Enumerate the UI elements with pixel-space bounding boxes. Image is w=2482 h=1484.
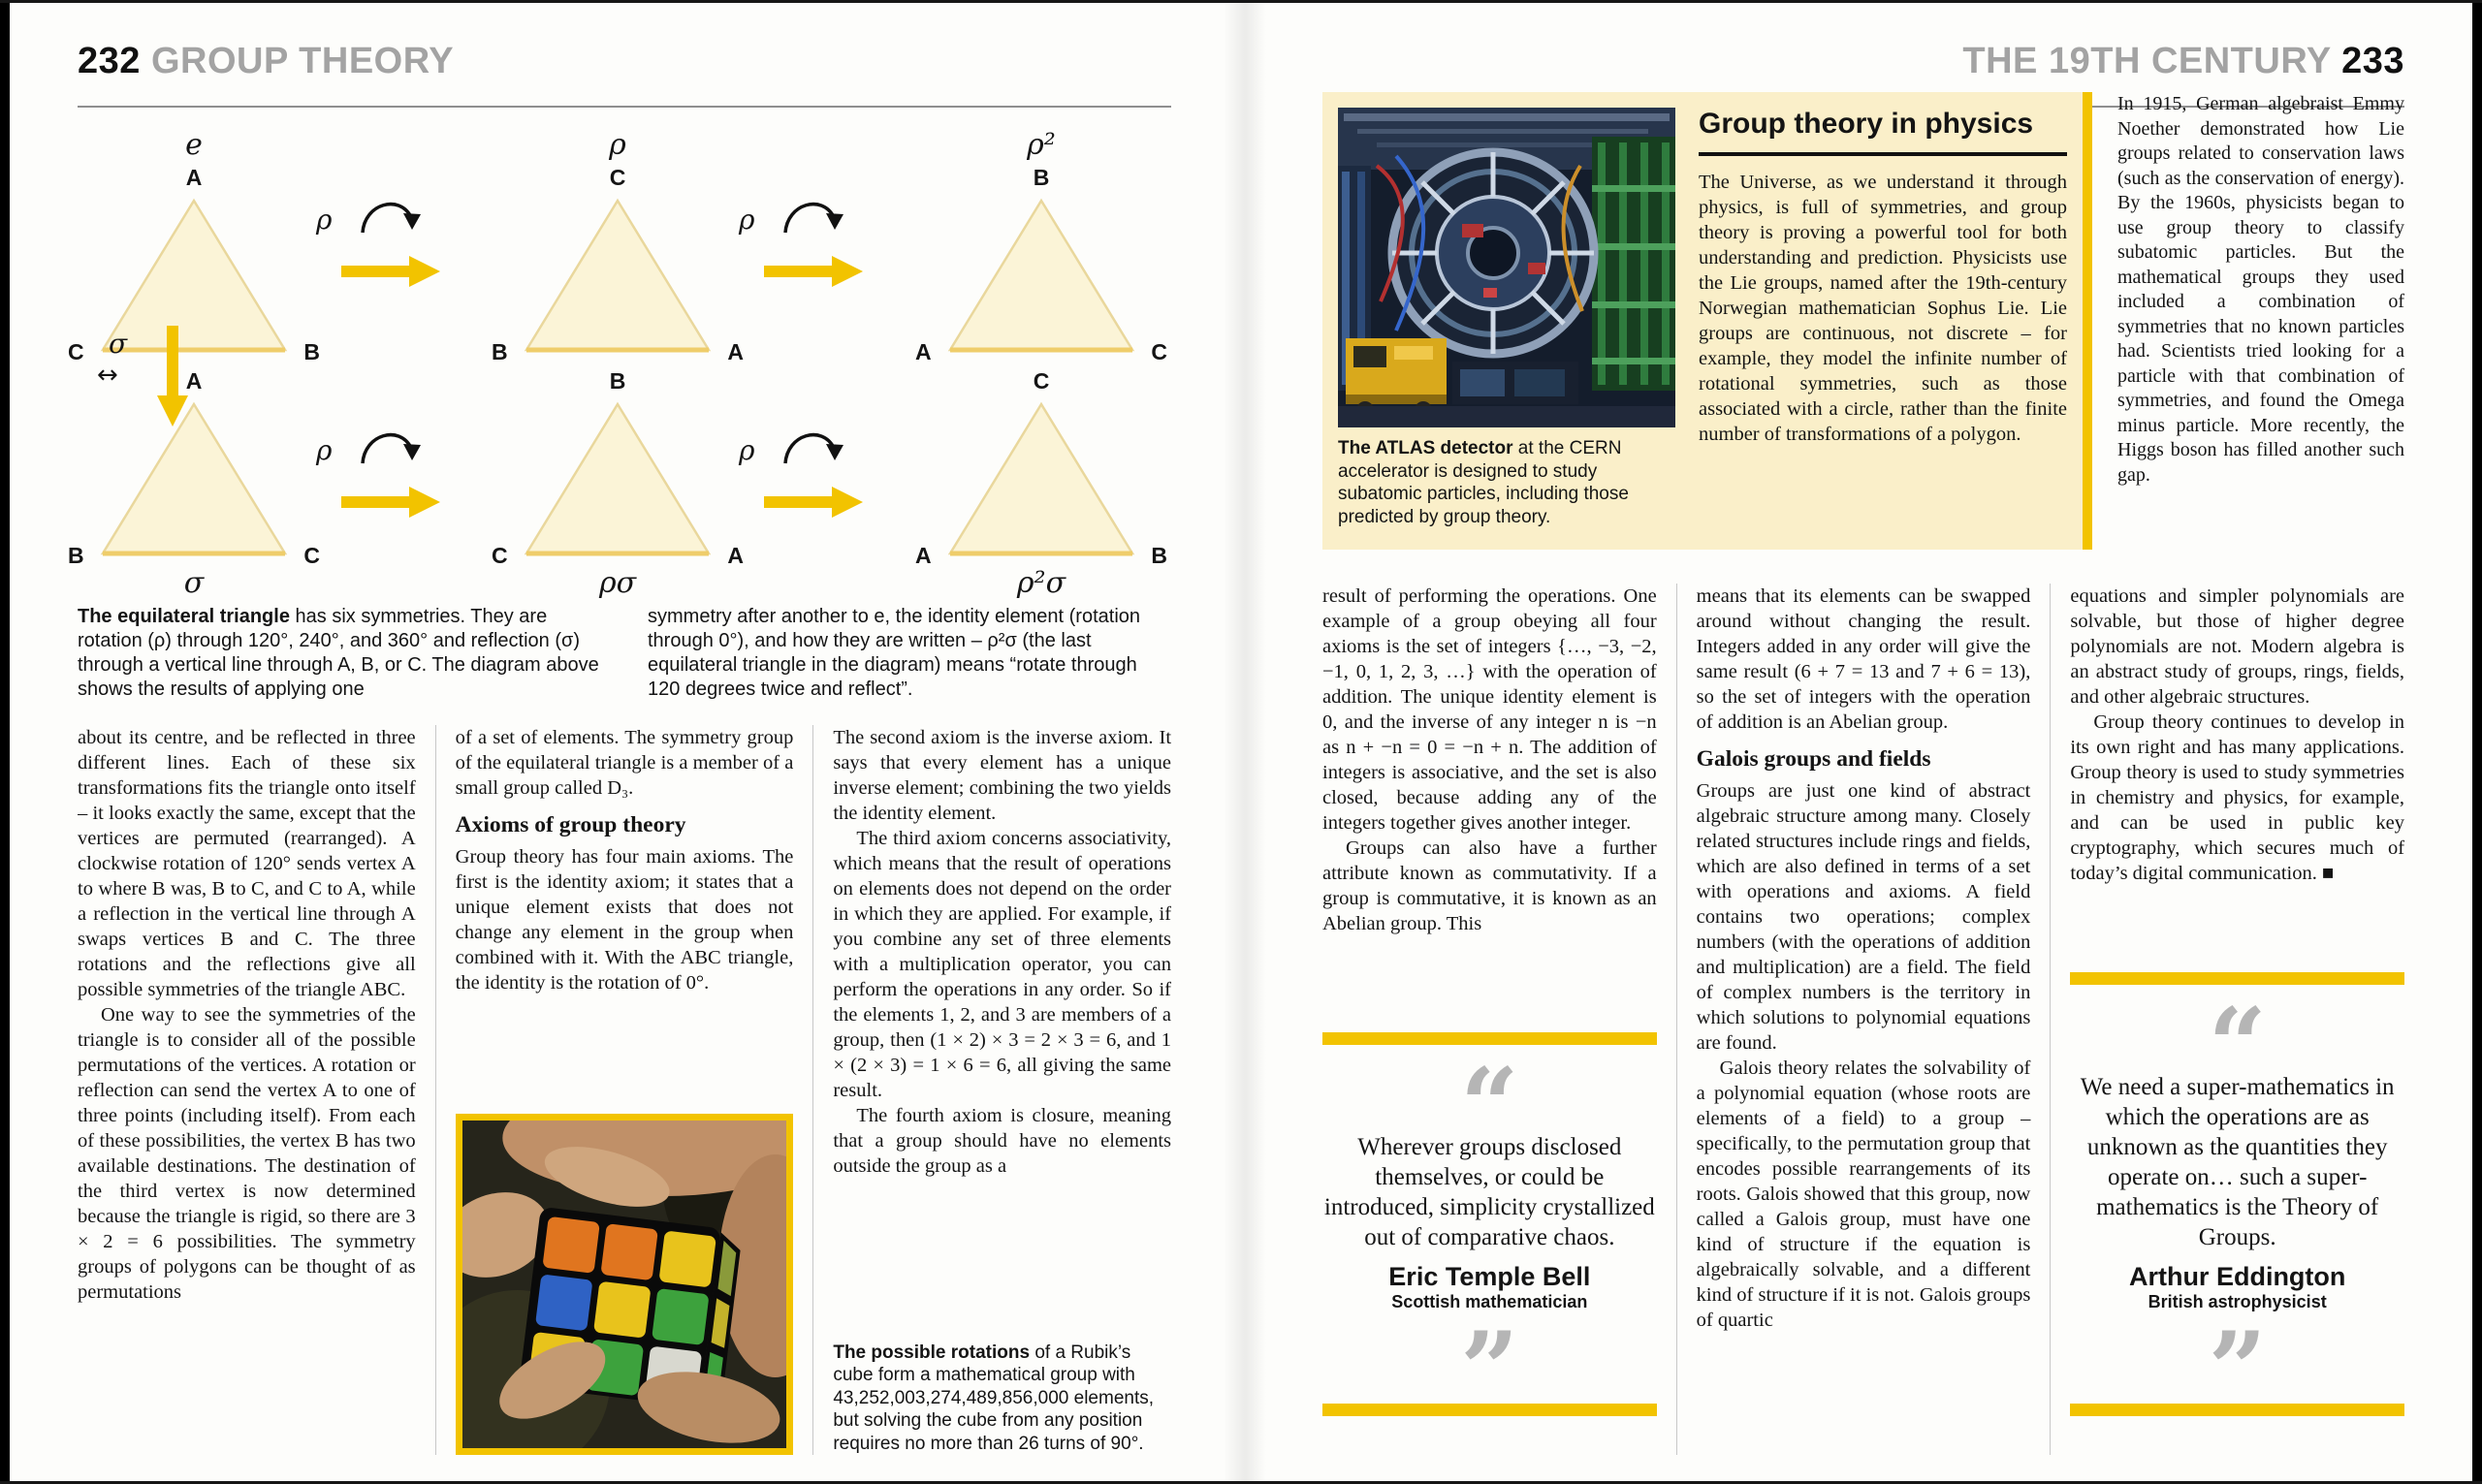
caption-lead: The equilateral triangle (78, 606, 290, 627)
vertex-label: A (727, 339, 744, 364)
triangle-outline (97, 397, 291, 560)
triangle-label: e (185, 128, 203, 162)
page-number-right: 233 (2341, 41, 2404, 81)
quote-bar-top (1322, 1032, 1657, 1045)
triangle-sigma (68, 368, 320, 601)
body-paragraph: One way to see the symmetries of the triangle is to consider all of the possible permutations of the vertices. A rotation or reflection can send the vertex A to one of three points (including itself). From each of these possibilities, the vertex B has two available destinations. The destination of the third vertex is now determined because the triangle is rigid, so there are 3 × 2 = 6 possibilities. The symmetry groups of polygons can be thought of as permutations (78, 1004, 416, 1303)
caption-lead: The ATLAS detector (1338, 438, 1513, 458)
vertex-label: C (303, 543, 320, 568)
rotation-arrow (733, 188, 898, 306)
vertex-label: B (1033, 165, 1050, 190)
subhead-galois: Galois groups and fields (1696, 746, 1931, 772)
rho-label: ρ (739, 434, 755, 466)
vertex-label: A (727, 543, 744, 568)
body-paragraph: result of performing the operations. One example of a group obeying all four axioms is the set of integers {…, −3, −2, −1, 0, 1, 2, 3, …} with the operation of addition. The unique identity element is 0, and the inverse of any integer n is −n as n + −n = 0 = −n + n. The addition of integers is associative, and the set is also closed, because adding any of the integers together gives another integer. (1322, 585, 1657, 834)
curved-rotation-icon (353, 188, 425, 242)
physics-box-title: Group theory in physics (1699, 108, 2067, 156)
caption-text: at the CERN accelerator is designed to study subatomic particles, including those predicted by group theory. (1338, 438, 1629, 527)
physics-box-body: The Universe, as we understand it through physics, is full of symmetries, and group theory is proving a powerful tool for both understanding and prediction. Physicists use the Lie groups, named after the 19th-century Norwegian mathematician Sophus Lie. Lie groups are continuous, not discrete – for example, they model the infinite number of rotational symmetries, such as those associated with a circle, rather than the finite number of transformations of a polygon. (1699, 172, 2067, 445)
diagram-caption (78, 605, 1171, 702)
body-paragraph: means that its elements can be swapped around without changing the result. Integers added in any order will give the same result (6 + 7 = 13 and 7 + 6 = 13), so the set of integers with the operation of addition is an Abelian group. (1696, 585, 2031, 733)
triangle-rho (492, 128, 744, 364)
physics-box-main-column (1699, 108, 2067, 534)
reflect-icon: ↔ (97, 361, 118, 390)
body-paragraph: The third axiom concerns associativity, which means that the result of operations on elements does not depend on the order in which they are applied. For example, if you combine any set of three elements with a multiplication operator, you can perform the operations in any order. So if the elements 1, 2, and 3 are members of a group, then (1 × 2) × 3 = 2 × 3 = 6, and 1 × (2 × 3) = 1 × 6 = 6, all giving the same result. (833, 828, 1172, 1101)
left-column-1 (78, 725, 435, 1455)
caption-lead: The possible rotations (833, 1342, 1031, 1363)
quote-block-bell (1322, 1032, 1657, 1416)
quote-author: Arthur Eddington (2128, 1262, 2346, 1291)
yellow-arrow-icon (760, 483, 867, 521)
vertex-label: B (609, 368, 626, 394)
triangle-outline (944, 397, 1138, 560)
triangle-label: ρ (609, 128, 626, 162)
right-page-columns (1322, 584, 2404, 1455)
triangle-shape (915, 397, 1167, 568)
vertex-label: A (915, 339, 932, 364)
physics-sidebar (1322, 92, 2404, 550)
triangle-label: ρ²σ (1016, 566, 1066, 600)
right-column-2 (1676, 584, 2051, 1455)
rotation-arrow (733, 419, 898, 537)
atlas-photo-caption (1338, 437, 1675, 528)
triangle-symmetry-diagram (68, 128, 1171, 601)
close-quote-icon: ” (2208, 1318, 2267, 1392)
atlas-detector-photo (1338, 108, 1675, 427)
body-paragraph: equations and simpler polynomials are solvable, but those of higher degree polynomials are not. Modern algebra is an abstract study of groups, rings, fields, and other algebraic structures. (2070, 585, 2405, 708)
yellow-arrow-icon (337, 252, 444, 291)
subhead-axioms: Axioms of group theory (455, 812, 686, 837)
physics-box (1322, 92, 2092, 550)
quote-block-eddington (2070, 972, 2404, 1416)
rho-label: ρ (316, 434, 333, 466)
vertex-label: C (609, 165, 626, 190)
body-paragraph: Groups are just one kind of abstract algebraic structure among many. Closely related structures include rings and fields, which are also defined in terms of a set with operations and axioms. A field contains two operations; complex numbers (with the operations of addition and multiplication) are a field. The field of complex numbers is the territory in which solutions to polynomial equations are found. (1696, 780, 2031, 1054)
book-edge-right (2472, 0, 2482, 1484)
vertex-label: C (492, 543, 508, 568)
quote-text: We need a super-mathematics in which the operations are as unknown as the quantities they operate on… such a super-mathematics is the Theory of Groups. (2080, 1074, 2395, 1250)
vertex-label: B (68, 543, 84, 568)
atlas-detector-photo-image (1338, 108, 1675, 427)
quote-author-role: Scottish mathematician (1391, 1292, 1588, 1311)
body-paragraph: Group theory continues to develop in its own right and has many applications. Group theory is used to study symmetries in chemistry and physics, for example, and can be used in public key cryptography, which secures much of today’s digital communication. ■ (2070, 711, 2405, 884)
vertex-label: A (185, 165, 203, 190)
left-page-header (78, 41, 1171, 108)
triangle-shape (68, 397, 320, 568)
triangle-shape (492, 397, 744, 568)
rubiks-cube-photo-image (462, 1121, 787, 1448)
triangle-outline (944, 194, 1138, 357)
vertex-label: C (1033, 368, 1050, 394)
vertex-label: B (1151, 543, 1167, 568)
body-paragraph: The second axiom is the inverse axiom. It says that every element has a unique inverse element; combining the two yields the identity element. (833, 727, 1172, 824)
right-column-3 (2050, 584, 2404, 1455)
vertex-label: B (492, 339, 508, 364)
triangle-label: σ (183, 566, 205, 600)
diagram-caption-right: symmetry after another to e, the identity element (rotation through 0°), and how they are written – ρ²σ (the last equilateral triangle in the diagram) means “rotate through 120 degrees twice and reflect”. (648, 606, 1141, 700)
book-edge-top (0, 0, 2482, 3)
vertex-label: C (68, 339, 84, 364)
body-paragraph: of a set of elements. The symmetry group of the equilateral triangle is a member of a small group called D₃. (455, 727, 794, 799)
atlas-photo-column (1338, 108, 1675, 534)
quote-author: Eric Temple Bell (1388, 1262, 1591, 1291)
body-paragraph: Groups can also have a further attribute known as commutativity. If a group is commutative, it is known as an Abelian group. This (1322, 837, 1657, 934)
book-edge-left (0, 0, 10, 1484)
rho-label: ρ (739, 204, 755, 236)
sigma-label: σ (109, 328, 128, 360)
rubiks-cube-caption (833, 1328, 1171, 1456)
vertex-label: B (303, 339, 320, 364)
curved-rotation-icon (353, 419, 425, 473)
right-column-1 (1322, 584, 1676, 1455)
vertex-label: A (185, 368, 203, 394)
quote-author-role: British astrophysicist (2148, 1292, 2327, 1311)
section-title-left: GROUP THEORY (150, 41, 455, 81)
close-quote-icon: ” (1460, 1318, 1519, 1392)
triangle-rho2-sigma (915, 368, 1167, 601)
rotation-arrow (310, 419, 475, 537)
triangle-label: ρσ (598, 566, 637, 600)
triangle-shape (915, 194, 1167, 364)
caption-text: of a Rubik’s cube form a mathematical group with 43,252,003,274,489,856,000 elements, but solving the cube from any position requires no more than 26 turns of 90°. (833, 1342, 1155, 1454)
left-column-3 (812, 725, 1171, 1455)
triangle-rho2 (915, 128, 1167, 364)
triangle-rho-sigma (492, 368, 744, 601)
triangle-outline (521, 194, 715, 357)
quote-text: Wherever groups disclosed themselves, or could be introduced, simplicity crystallized out of comparative chaos. (1323, 1134, 1655, 1250)
left-page-columns (78, 725, 1171, 1455)
left-column-2 (435, 725, 813, 1455)
triangle-shape (492, 194, 744, 364)
quote-bar-bottom (2070, 1404, 2404, 1416)
body-paragraph: Galois theory relates the solvability of a polynomial equation (whose roots are elements of a field) to a group – specifically, to the permutation group that encodes possible rearrangements of its roots. Galois showed that this group, now called a Galois group, must have one kind of structure if the equation is algebraically solvable, and a different kind of structure if it is not. Galois groups of quartic (1696, 1058, 2031, 1331)
vertex-label: A (915, 543, 932, 568)
caption-text: has six symmetries. They are rotation (ρ) through 120°, 240°, and 360° and reflection (σ) through a vertical line through A, B, or C. The diagram above shows the results of applying one (78, 606, 599, 700)
page-number-left: 232 (78, 41, 141, 81)
diagram-caption-left (78, 605, 601, 702)
open-quote-icon: “ (1460, 1055, 1519, 1128)
quote-bar-top (2070, 972, 2404, 985)
vertex-label: C (1151, 339, 1167, 364)
yellow-arrow-icon (760, 252, 867, 291)
curved-rotation-icon (776, 188, 847, 242)
triangle-label: ρ² (1027, 128, 1056, 162)
rotation-arrow (310, 188, 475, 306)
physics-box-side-text: In 1915, German algebraist Emmy Noether demonstrated how Lie groups related to conservation laws (such as the conservation of energy). By the 1960s, physicists began to use group theory to classify subatomic particles. But the mathematical groups they used included a combination of symmetries that no known particles had. Scientists tried looking for a particle with that combination of symmetries, and found the Omega minus particle. More recently, the Higgs boson has filled another such gap. (2117, 93, 2404, 486)
curved-rotation-icon (776, 419, 847, 473)
rubiks-cube-photo (456, 1114, 794, 1455)
body-paragraph: about its centre, and be reflected in three different lines. Each of these six transformations fits the triangle onto itself – it looks exactly the same, except that the vertices are permuted (rearranged). A clockwise rotation of 120° sends vertex A to where B was, B to C, and C to A, while a reflection in the vertical line through A swaps vertices B and C. The three rotations and the reflections give all possible symmetries of the triangle ABC. (78, 727, 416, 1000)
open-quote-icon: “ (2208, 995, 2267, 1068)
body-paragraph: The fourth axiom is closure, meaning that a group should have no elements outside the group as a (833, 1105, 1172, 1177)
body-paragraph: Group theory has four main axioms. The first is the identity axiom; it states that a unique element exists that does not change any element in the group when combined with it. With the ABC triangle, the identity is the rotation of 0°. (455, 846, 794, 994)
page-gutter (1224, 0, 1266, 1484)
triangle-outline (521, 397, 715, 560)
rho-label: ρ (316, 204, 333, 236)
yellow-arrow-icon (337, 483, 444, 521)
quote-bar-bottom (1322, 1404, 1657, 1416)
section-title-right: THE 19TH CENTURY (1962, 41, 2332, 81)
